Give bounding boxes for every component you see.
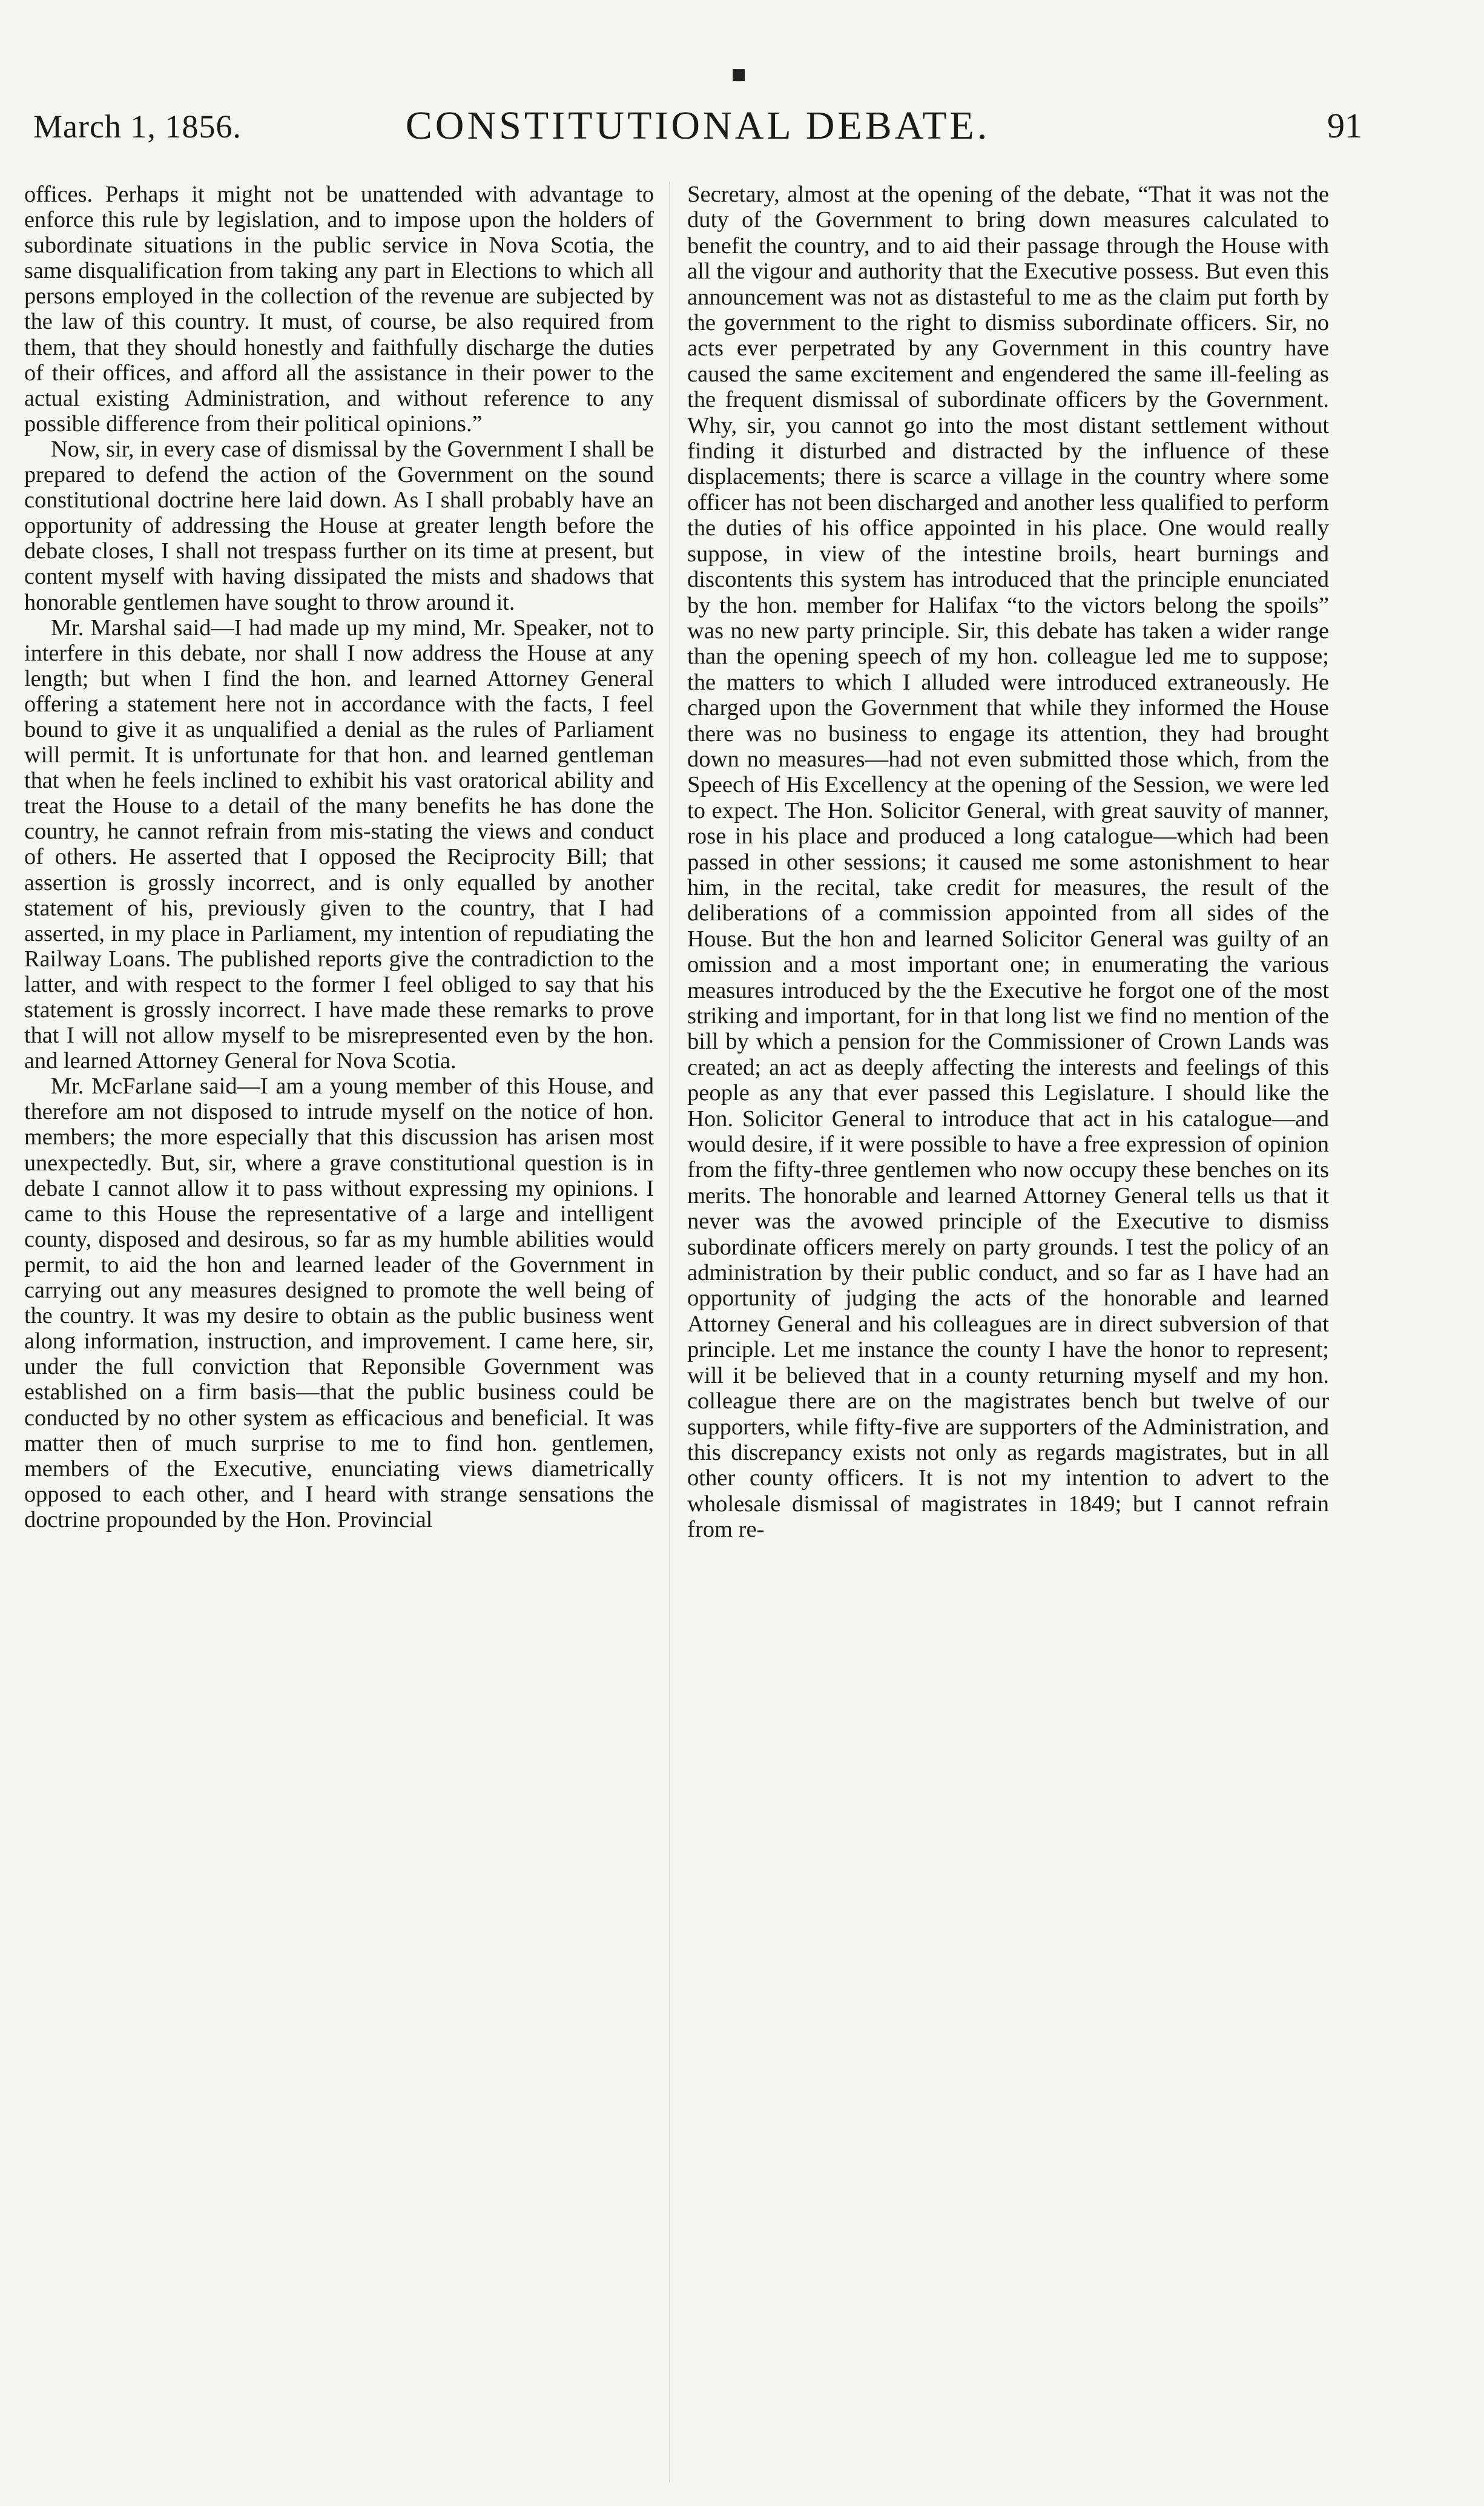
paragraph: offices. Perhaps it might not be unattended with advantage to enforce this rule by legislation, and to impose upon the holders of subordinate situations in the public service in Nova Scotia, the same disqualification from taking any part in Elections to which all persons employed in the collection of the revenue are subjected by the law of this country. It must, of course, be also required from them, that they should honestly and faithfully discharge the duties of their offices, and afford all the assistance in their power to the actual existing Administration, and without reference to any possible difference from their political opinions.” xyxy=(24,182,654,437)
header-title: CONSTITUTIONAL DEBATE. xyxy=(405,104,991,148)
page-number: 91 xyxy=(1327,106,1362,145)
left-column xyxy=(24,182,654,2488)
paragraph: Mr. McFarlane said—I am a young member of this House, and therefore am not disposed to intrude myself on the notice of hon. members; the more especially that this discussion has arisen most unexpectedly. But, sir, where a grave constitutional question is in debate I cannot allow it to pass without expressing my opinions. I came to this House the representative of a large and intelligent county, disposed and desirous, so far as my humble abilities would permit, to aid the hon and learned leader of the Government in carrying out any measures designed to promote the well being of the country. It was my desire to obtain as the public business went along information, instruction, and improvement. I came here, sir, under the full conviction that Reponsible Government was established on a firm basis—that the public business could be conducted by no other system as efficacious and beneficial. It was matter then of much surprise to me to find hon. gentlemen, members of the Executive, enunciating views diametrically opposed to each other, and I heard with strange sensations the doctrine propounded by the Hon. Provincial xyxy=(24,1073,654,1532)
paragraph: Now, sir, in every case of dismissal by the Government I shall be prepared to defend the action of the Government on the sound constitutional doctrine here laid down. As I shall probably have an opportunity of addressing the House at greater length before the debate closes, I shall not trespass further on its time at present, but content myself with having dissipated the mists and shadows that honorable gentlemen have sought to throw around it. xyxy=(24,436,654,615)
column-divider xyxy=(669,182,670,2482)
paragraph: Secretary, almost at the opening of the debate, “That it was not the duty of the Government to bring down measures calculated to benefit the country, and to aid their passage through the House with all the vigour and authority that the Executive possess. But even this announcement was not as distasteful to me as the claim put forth by the government to the right to dismiss subordinate officers. Sir, no acts ever perpetrated by any Government in this country have caused the same excitement and engendered the same ill-feeling as the frequent dismissal of subordinate officers by the Government. Why, sir, you cannot go into the most distant settlement without finding it disturbed and distracted by the influence of these displacements; there is scarce a village in the country where some officer has not been discharged and another less qualified to perform the duties of his office appointed in his place. One would really suppose, in view of the intestine broils, heart burnings and discontents this system has introduced that the principle enunciated by the hon. member for Halifax “to the victors belong the spoils” was no new party principle. Sir, this debate has taken a wider range than the opening speech of my hon. colleague led me to suppose; the matters to which I alluded were introduced extraneously. He charged upon the Government that while they informed the House there was no business to engage its attention, they had brought down no measures—had not even submitted those which, from the Speech of His Excellency at the opening of the Session, we were led to expect. The Hon. Solicitor General, with great sauvity of manner, rose in his place and produced a long catalogue—which had been passed in other sessions; it caused me some astonishment to hear him, in the recital, take credit for measures, the result of the deliberations of a commission appointed from all sides of the House. But the hon and learned Solicitor General was guilty of an omission and a most important one; in enumerating the various measures introduced by the the Executive he forgot one of the most striking and important, for in that long list we find no mention of the bill by which a pension for the Commissioner of Crown Lands was created; an act as deeply affecting the interests and feelings of this people as any that ever passed this Legislature. I should like the Hon. Solicitor General to introduce that act in his catalogue—and would desire, if it were possible to have a free expression of opinion from the fifty-three gentlemen who now occupy these benches on its merits. The honorable and learned Attorney General tells us that it never was the avowed principle of the Executive to dismiss subordinate officers merely on party grounds. I test the policy of an administration by their public conduct, and so far as I have had an opportunity of judging the acts of the honorable and learned Attorney General and his colleagues are in direct subversion of that principle. Let me instance the county I have the honor to represent; will it be believed that in a county returning myself and my hon. colleague there are on the magistrates bench but twelve of our supporters, while fifty-five are supporters of the Administration, and this discrepancy exists not only as regards magistrates, but in all other county officers. It is not my intention to advert to the wholesale dismissal of magistrates in 1849; but I cannot refrain from re- xyxy=(687,182,1329,1543)
paragraph: Mr. Marshal said—I had made up my mind, Mr. Speaker, not to interfere in this debate, nor shall I now address the House at any length; but when I find the hon. and learned Attorney General offering a statement here not in accordance with the facts, I feel bound to give it as unqualified a denial as the rules of Parliament will permit. It is unfortunate for that hon. and learned gentleman that when he feels inclined to exhibit his vast oratorical ability and treat the House to a detail of the many benefits he has done the country, he cannot refrain from mis-stating the views and conduct of others. He asserted that I opposed the Reciprocity Bill; that assertion is grossly incorrect, and is only equalled by another statement of his, previously given to the country, that I had asserted, in my place in Parliament, my intention of repudiating the Railway Loans. The published reports give the contradiction to the latter, and with respect to the former I feel obliged to say that his statement is grossly incorrect. I have made these remarks to prove that I will not allow myself to be misrepresented even by the hon. and learned Attorney General for Nova Scotia. xyxy=(24,615,654,1074)
page-header xyxy=(33,103,1362,157)
header-date: March 1, 1856. xyxy=(33,108,242,145)
right-column xyxy=(687,182,1329,2488)
ornament-mark: ■ xyxy=(731,65,747,84)
